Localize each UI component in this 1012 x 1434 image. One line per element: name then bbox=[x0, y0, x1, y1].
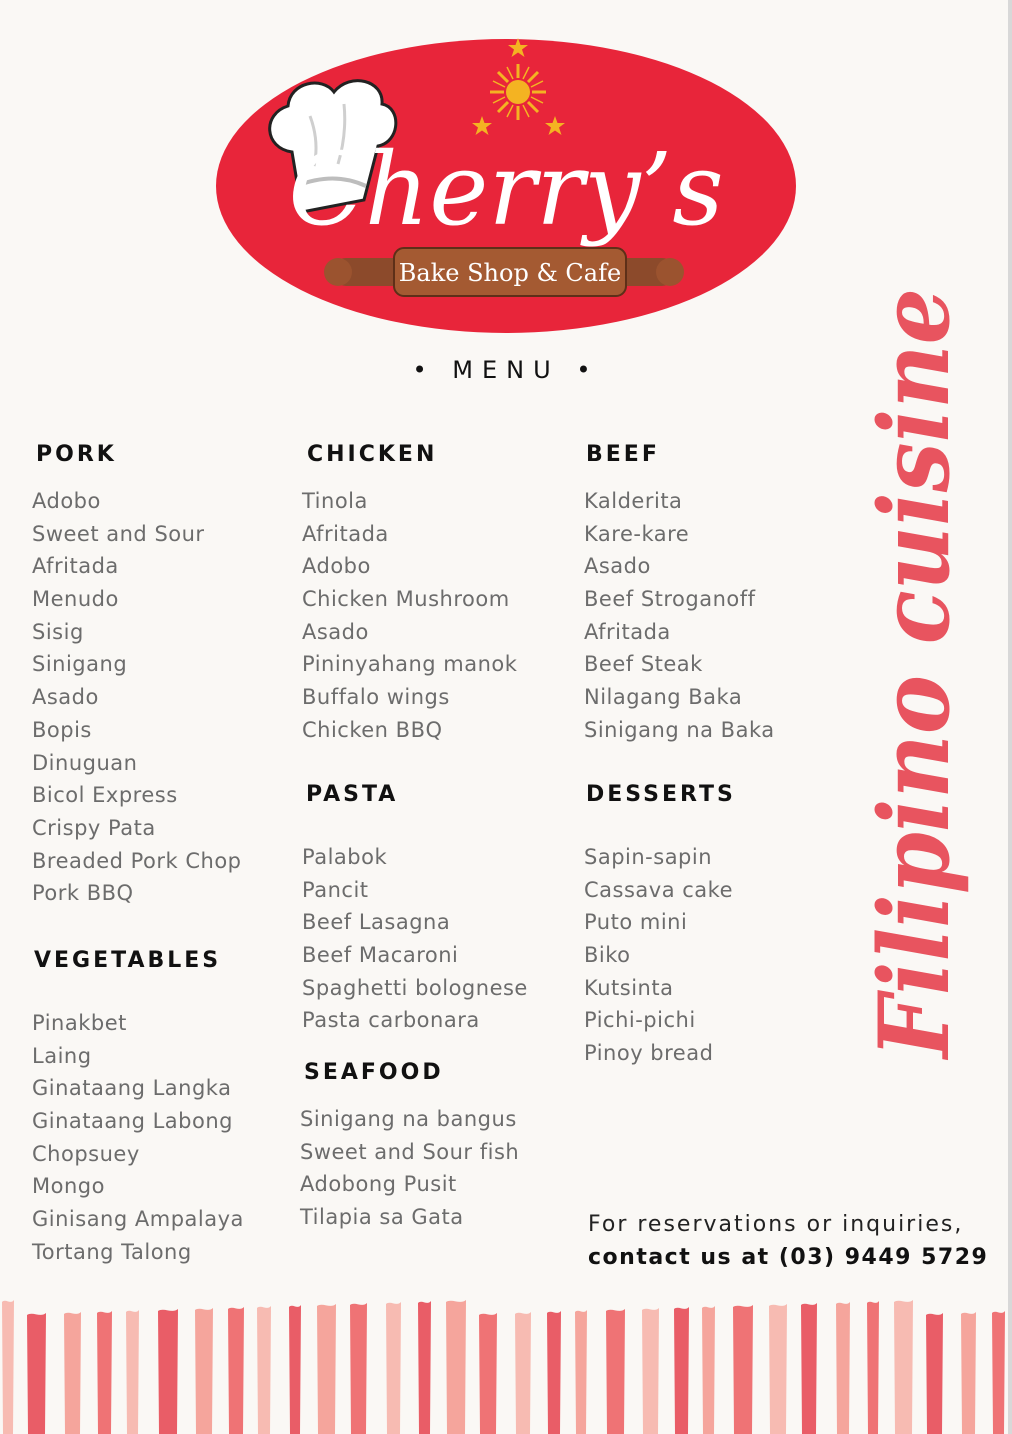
menu-item: Ginataang Langka bbox=[32, 1076, 232, 1101]
brush-stripe bbox=[515, 1312, 531, 1434]
brush-stripe bbox=[27, 1313, 46, 1434]
brush-stripe bbox=[158, 1309, 178, 1434]
menu-item: Crispy Pata bbox=[32, 815, 156, 840]
menu-title: • MENU • bbox=[412, 356, 600, 384]
section-desserts bbox=[584, 782, 736, 1070]
brush-stripe bbox=[642, 1308, 659, 1434]
menu-item: Biko bbox=[584, 943, 631, 968]
brush-stripe bbox=[317, 1304, 336, 1434]
sun-icon bbox=[490, 64, 546, 120]
item-list bbox=[32, 1007, 244, 1269]
menu-item: Afritada bbox=[302, 521, 389, 546]
menu-item: Laing bbox=[32, 1043, 92, 1068]
menu-item: Sweet and Sour bbox=[32, 521, 205, 546]
decorative-stripes bbox=[0, 1294, 1012, 1434]
page-edge bbox=[1008, 0, 1012, 1434]
menu-item: Nilagang Baka bbox=[584, 685, 743, 710]
brush-stripe bbox=[446, 1300, 466, 1434]
menu-item: Chicken Mushroom bbox=[302, 587, 510, 612]
menu-item: Afritada bbox=[32, 554, 119, 579]
item-list bbox=[584, 485, 775, 747]
section-title: SEAFOOD bbox=[304, 1060, 444, 1085]
menu-item: Sinigang na Baka bbox=[584, 717, 775, 742]
section-pasta bbox=[302, 782, 528, 1037]
menu-item: Ginataang Labong bbox=[32, 1109, 233, 1134]
brush-stripe bbox=[2, 1300, 14, 1434]
menu-item: Bicol Express bbox=[32, 783, 178, 808]
brush-stripe bbox=[64, 1312, 81, 1434]
item-list bbox=[32, 485, 242, 910]
contact-line-1: For reservations or inquiries, bbox=[588, 1212, 964, 1237]
item-list bbox=[584, 841, 736, 1070]
brush-stripe bbox=[386, 1302, 401, 1434]
section-title: BEEF bbox=[586, 442, 660, 467]
brush-stripe bbox=[733, 1305, 753, 1434]
menu-item: Sapin-sapin bbox=[584, 845, 713, 869]
contact-line-2: contact us at (03) 9449 5729 bbox=[588, 1245, 989, 1270]
menu-item: Ginisang Ampalaya bbox=[32, 1207, 244, 1232]
brush-stripe bbox=[894, 1300, 913, 1434]
side-title-text: Filipino cuisine bbox=[858, 280, 971, 1058]
brush-stripe bbox=[575, 1310, 587, 1434]
menu-item: Dinuguan bbox=[32, 750, 138, 775]
item-list bbox=[300, 1103, 519, 1234]
menu-item: Pichi-pichi bbox=[584, 1008, 696, 1033]
menu-item: Mongo bbox=[32, 1174, 105, 1199]
section-beef bbox=[584, 442, 775, 747]
section-seafood bbox=[300, 1060, 519, 1234]
brush-stripe bbox=[228, 1307, 244, 1434]
brush-stripe bbox=[961, 1312, 976, 1434]
section-title: PORK bbox=[36, 442, 117, 467]
menu-item: Palabok bbox=[302, 845, 388, 869]
brush-stripe bbox=[195, 1308, 213, 1434]
menu-item: Puto mini bbox=[584, 910, 688, 935]
menu-item: Menudo bbox=[32, 587, 119, 612]
item-list bbox=[302, 485, 517, 747]
menu-item: Chopsuey bbox=[32, 1141, 140, 1166]
menu-item: Adobo bbox=[302, 554, 371, 579]
menu-item: Chicken BBQ bbox=[302, 717, 443, 742]
menu-item: Tilapia sa Gata bbox=[300, 1205, 464, 1230]
menu-item: Pininyahang manok bbox=[302, 652, 518, 677]
contact-block bbox=[588, 1208, 988, 1274]
brush-stripe bbox=[992, 1311, 1005, 1434]
brush-stripe bbox=[674, 1307, 689, 1434]
brush-stripe bbox=[547, 1311, 561, 1434]
brush-stripe bbox=[418, 1301, 431, 1434]
brush-stripe bbox=[257, 1306, 271, 1434]
menu-item: Cassava cake bbox=[584, 877, 734, 902]
menu-item: Pasta carbonara bbox=[302, 1008, 480, 1033]
brush-stripe bbox=[769, 1304, 787, 1434]
brush-stripe bbox=[606, 1309, 625, 1434]
menu-item: Breaded Pork Chop bbox=[32, 848, 242, 873]
menu-item: Asado bbox=[32, 685, 99, 710]
menu-item: Kare-kare bbox=[584, 521, 690, 546]
logo bbox=[214, 36, 798, 336]
menu-item: Asado bbox=[584, 554, 651, 579]
menu-item: Pinoy bread bbox=[584, 1041, 714, 1066]
menu-item: Beef Macaroni bbox=[302, 943, 459, 968]
section-title: CHICKEN bbox=[307, 442, 438, 467]
brush-stripe bbox=[702, 1306, 715, 1434]
brush-stripe bbox=[836, 1302, 850, 1434]
menu-item: Beef Lasagna bbox=[302, 910, 451, 935]
brush-stripe bbox=[289, 1305, 301, 1434]
menu-item: Beef Stroganoff bbox=[584, 587, 756, 612]
side-title bbox=[820, 280, 1000, 1070]
item-list bbox=[302, 841, 528, 1037]
brush-stripe bbox=[926, 1313, 943, 1434]
brush-stripe bbox=[801, 1303, 817, 1434]
brush-stripe bbox=[126, 1310, 139, 1434]
menu-item: Sinigang na bangus bbox=[300, 1107, 517, 1131]
menu-item: Kutsinta bbox=[584, 975, 674, 1000]
menu-item: Spaghetti bolognese bbox=[302, 975, 528, 1000]
brush-stripe bbox=[479, 1313, 497, 1434]
menu-item: Pinakbet bbox=[32, 1011, 127, 1035]
section-pork bbox=[32, 442, 242, 910]
brush-stripe bbox=[867, 1301, 879, 1434]
section-chicken bbox=[302, 442, 517, 747]
menu-item: Asado bbox=[302, 619, 369, 644]
menu-item: Sweet and Sour fish bbox=[300, 1139, 520, 1164]
menu-item: Afritada bbox=[584, 619, 671, 644]
menu-item: Tinola bbox=[302, 489, 368, 513]
brush-stripe bbox=[350, 1303, 367, 1434]
section-title: PASTA bbox=[306, 782, 399, 807]
menu-item: Sisig bbox=[32, 619, 84, 644]
section-title: VEGETABLES bbox=[34, 948, 222, 973]
menu-item: Sinigang bbox=[32, 652, 128, 677]
menu-item: Pancit bbox=[302, 877, 369, 902]
menu-item: Adobo bbox=[32, 489, 101, 513]
menu-item: Bopis bbox=[32, 717, 92, 742]
brand-tagline: Bake Shop & Cafe bbox=[398, 259, 622, 287]
brand-name: Cherry’s bbox=[288, 131, 724, 248]
menu-item: Pork BBQ bbox=[32, 881, 134, 906]
brush-stripe bbox=[97, 1311, 112, 1434]
section-vegetables bbox=[32, 948, 244, 1269]
section-title: DESSERTS bbox=[586, 782, 736, 807]
menu-item: Kalderita bbox=[584, 489, 683, 513]
menu-item: Buffalo wings bbox=[302, 685, 450, 710]
menu-item: Beef Steak bbox=[584, 652, 703, 677]
menu-item: Tortang Talong bbox=[32, 1239, 192, 1264]
menu-item: Adobong Pusit bbox=[300, 1172, 457, 1197]
